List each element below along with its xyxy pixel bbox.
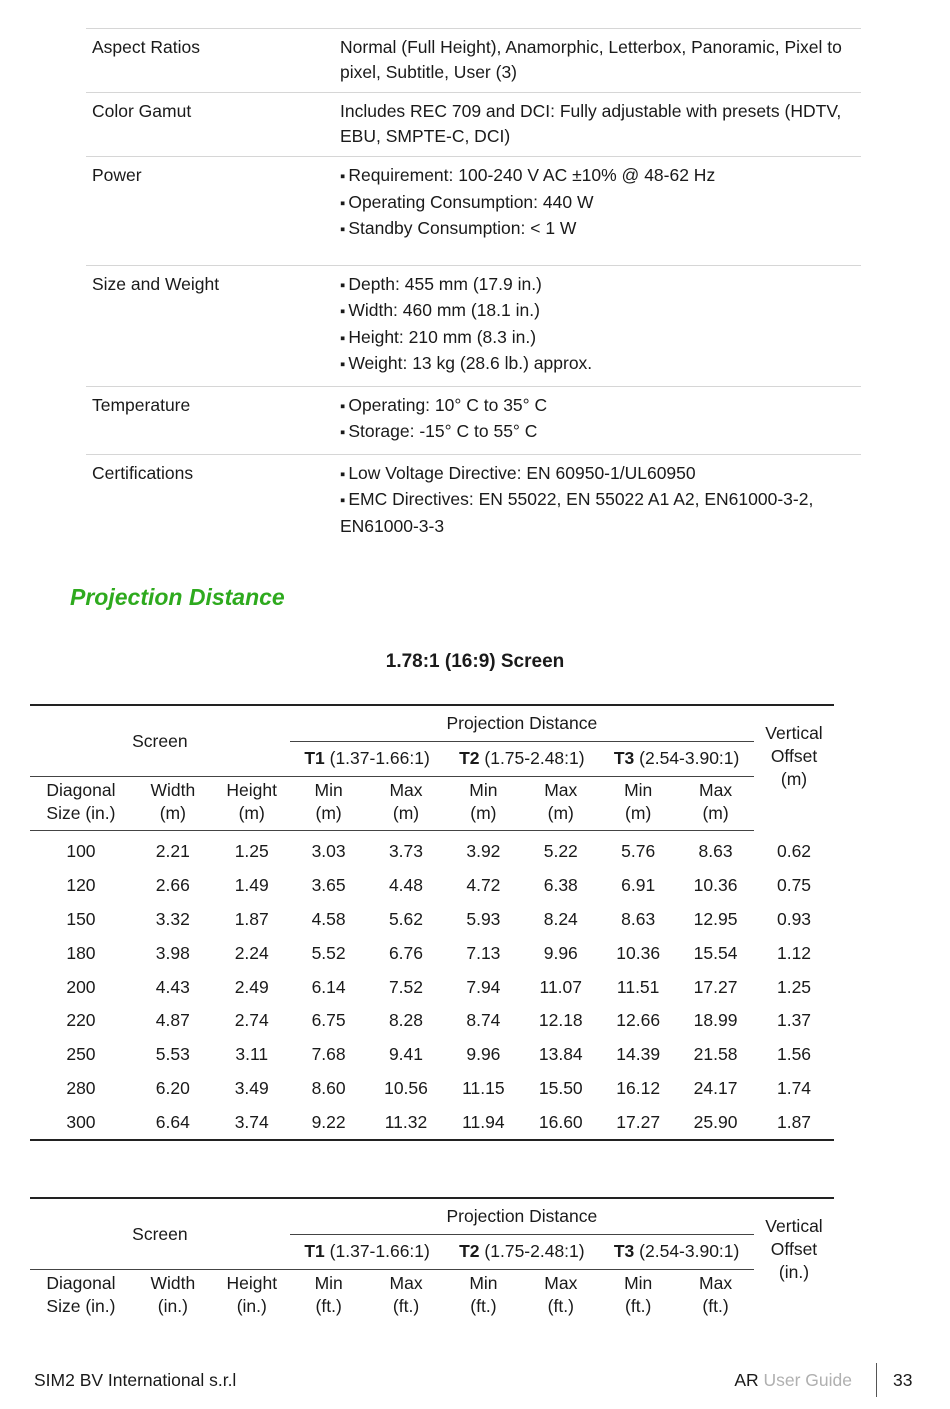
table-cell: 4.72 — [466, 875, 501, 896]
spec-bullet: ▪ Requirement: 100-240 V AC ±10% @ 48-62 Hz — [340, 163, 855, 190]
spec-bullet: ▪ Low Voltage Directive: EN 60950-1/UL60950 — [340, 461, 855, 488]
table-cell: 25.90 — [677, 1105, 754, 1140]
table-cell: 2.74 — [234, 1010, 269, 1031]
table-cell: 6.91 — [621, 875, 656, 896]
table-cell: 150 — [66, 908, 96, 929]
table-cell: 2.49 — [234, 976, 269, 997]
spec-bullet: ▪ Operating: 10° C to 35° C — [340, 393, 855, 420]
table-cell: 18.99 — [693, 1010, 738, 1031]
t3-min-header: Min (m) — [599, 777, 677, 831]
table-cell: 5.22 — [543, 841, 578, 862]
table-cell: 2.24 — [234, 942, 269, 963]
table-row — [30, 1004, 834, 1038]
table-cell: 4.48 — [388, 875, 424, 896]
height-header: Height (m) — [214, 777, 290, 831]
table-cell: 16.12 — [616, 1077, 661, 1098]
spec-value — [334, 157, 861, 266]
table-cell: 5.76 — [621, 841, 656, 862]
table-cell: 0.93 — [776, 908, 812, 929]
table-row — [30, 869, 834, 903]
table-cell: 21.58 — [693, 1044, 738, 1065]
table-cell: 6.14 — [311, 976, 346, 997]
t3-min-header: Min (ft.) — [599, 1270, 677, 1324]
t2-header: T2 (1.75-2.48:1) — [459, 748, 585, 769]
table-cell: 250 — [66, 1044, 96, 1065]
t2-max-header: Max (ft.) — [522, 1270, 599, 1324]
table-row — [30, 936, 834, 970]
table-cell: 6.76 — [388, 942, 424, 963]
table-cell: 100 — [66, 841, 96, 862]
table-cell: 9.96 — [466, 1044, 501, 1065]
spec-row — [86, 265, 861, 386]
t1-min-header: Min (ft.) — [290, 1270, 368, 1324]
table-cell: 3.65 — [311, 875, 346, 896]
projection-distance-header: Projection Distance — [290, 1198, 754, 1234]
screen-header: Screen — [30, 705, 290, 777]
vertical-label: Vertical — [765, 723, 823, 744]
spec-row — [86, 29, 861, 93]
spec-value: Includes REC 709 and DCI: Fully adjustable with presets (HDTV, EBU, SMPTE-C, DCI) — [334, 93, 861, 157]
table-cell: 3.49 — [234, 1077, 269, 1098]
table-cell: 6.64 — [132, 1105, 214, 1140]
spec-bullet: ▪ Height: 210 mm (8.3 in.) — [340, 325, 855, 352]
t1-max-header: Max (m) — [368, 777, 445, 831]
spec-bullet: ▪ Weight: 13 kg (28.6 lb.) approx. — [340, 351, 855, 378]
table-cell: 16.60 — [522, 1105, 599, 1140]
offset-unit: (in.) — [778, 1262, 810, 1282]
table-cell: 5.93 — [466, 908, 501, 929]
table-header-row — [30, 1198, 834, 1234]
spec-label: Aspect Ratios — [86, 29, 334, 93]
table-cell: 3.92 — [466, 841, 501, 862]
spec-row — [86, 93, 861, 157]
table-cell: 11.32 — [368, 1105, 445, 1140]
footer-guide-title — [734, 1370, 852, 1391]
footer-guide: User Guide — [758, 1370, 852, 1390]
spec-bullet: ▪ Depth: 455 mm (17.9 in.) — [340, 272, 855, 299]
table-cell: 11.07 — [539, 976, 583, 997]
spec-label: Certifications — [86, 454, 334, 546]
t2-min-header: Min (ft.) — [444, 1270, 522, 1324]
table-cell: 10.36 — [693, 875, 738, 896]
table-cell: 120 — [66, 875, 96, 896]
table-cell: 300 — [30, 1105, 132, 1140]
t1-max-header: Max (ft.) — [368, 1270, 445, 1324]
table-cell: 8.74 — [466, 1010, 501, 1031]
t3-max-header: Max (ft.) — [677, 1270, 754, 1324]
table-cell: 1.25 — [776, 976, 812, 997]
spec-label: Power — [86, 157, 334, 266]
offset-label: Offset — [770, 746, 818, 767]
spec-row — [86, 386, 861, 454]
table-cell: 1.12 — [776, 942, 812, 963]
table-cell: 9.22 — [290, 1105, 368, 1140]
width-header: Width (m) — [132, 777, 214, 831]
metric-distance-table — [30, 704, 834, 1141]
table-row — [30, 970, 834, 1004]
spec-bullet: ▪ Standby Consumption: < 1 W — [340, 216, 855, 243]
table-cell: 12.95 — [693, 908, 738, 929]
table-cell: 6.20 — [155, 1077, 190, 1098]
vertical-offset-header — [754, 1198, 834, 1323]
t1-min-header: Min (m) — [290, 777, 368, 831]
t2-max-header: Max (m) — [522, 777, 599, 831]
diagonal-header: Diagonal Size (in.) — [30, 777, 132, 831]
table-cell: 12.66 — [616, 1010, 661, 1031]
spec-value — [334, 386, 861, 454]
table-cell: 10.56 — [384, 1077, 428, 1098]
table-cell: 3.73 — [388, 841, 424, 862]
table-cell: 15.54 — [693, 942, 738, 963]
t3-header: T3 (2.54-3.90:1) — [613, 748, 740, 769]
table-cell: 1.74 — [776, 1077, 812, 1098]
table-cell: 3.74 — [214, 1105, 290, 1140]
section-title: Projection Distance — [70, 584, 285, 610]
table-cell: 12.18 — [538, 1010, 583, 1031]
table-header-row — [30, 705, 834, 741]
table-cell: 5.62 — [388, 908, 424, 929]
table-cell: 11.51 — [616, 976, 660, 997]
table-cell: 17.27 — [693, 976, 738, 997]
table-row — [30, 903, 834, 937]
spec-table — [86, 28, 861, 546]
table-cell: 4.43 — [155, 976, 190, 997]
table-cell: 1.87 — [234, 908, 269, 929]
vertical-label: Vertical — [765, 1216, 823, 1236]
table-cell: 6.75 — [311, 1010, 346, 1031]
table-cell: 24.17 — [693, 1077, 738, 1098]
spec-value — [334, 454, 861, 546]
table-cell: 280 — [66, 1077, 96, 1098]
footer-company: SIM2 BV International s.r.l — [34, 1370, 237, 1390]
t3-max-header: Max (m) — [677, 777, 754, 831]
offset-label: Offset — [770, 1239, 818, 1259]
table-cell: 4.87 — [155, 1010, 190, 1031]
table-cell: 13.84 — [538, 1044, 583, 1065]
table-row — [30, 1072, 834, 1106]
table-cell: 15.50 — [538, 1077, 583, 1098]
table-cell: 9.41 — [388, 1044, 424, 1065]
table-cell: 7.68 — [311, 1044, 346, 1065]
table-cell: 3.98 — [155, 942, 190, 963]
table-cell: 0.75 — [776, 875, 812, 896]
table-cell: 1.49 — [234, 875, 269, 896]
footer-product: AR — [734, 1370, 759, 1390]
table-cell: 1.56 — [776, 1044, 812, 1065]
spec-label: Temperature — [86, 386, 334, 454]
table-cell: 200 — [66, 976, 96, 997]
offset-unit: (m) — [780, 769, 808, 790]
table-cell: 11.94 — [444, 1105, 522, 1140]
spec-label: Size and Weight — [86, 265, 334, 386]
table-cell: 6.38 — [543, 875, 578, 896]
table-cell: 7.13 — [466, 942, 501, 963]
table-cell: 7.94 — [466, 976, 501, 997]
table-cell: 8.28 — [388, 1010, 424, 1031]
table-cell: 10.36 — [616, 942, 661, 963]
table-row — [30, 1038, 834, 1072]
screen-header: Screen — [30, 1198, 290, 1270]
table-row — [30, 831, 834, 869]
table-header-row — [30, 1270, 834, 1324]
table-cell: 9.96 — [543, 942, 578, 963]
table-cell: 8.63 — [698, 841, 733, 862]
spec-value: Normal (Full Height), Anamorphic, Letterbox, Panoramic, Pixel to pixel, Subtitle, User (3) — [334, 29, 861, 93]
t2-min-header: Min (m) — [444, 777, 522, 831]
t1-header: T1 (1.37-1.66:1) — [304, 748, 430, 769]
t1-header: T1 (1.37-1.66:1) — [304, 1241, 430, 1262]
height-header: Height (in.) — [214, 1270, 290, 1324]
spec-bullet: ▪ Operating Consumption: 440 W — [340, 190, 855, 217]
spec-row — [86, 157, 861, 266]
spec-bullet: ▪ Storage: -15° C to 55° C — [340, 419, 855, 446]
table-cell: 180 — [66, 942, 96, 963]
table-cell: 8.24 — [543, 908, 578, 929]
spec-row — [86, 454, 861, 546]
imperial-distance-table — [30, 1197, 834, 1323]
table-cell: 0.62 — [776, 841, 812, 862]
table-header-row — [30, 777, 834, 831]
table-title: 1.78:1 (16:9) Screen — [385, 651, 565, 672]
table-cell: 11.15 — [462, 1077, 505, 1098]
table-cell: 5.52 — [311, 942, 346, 963]
spec-bullet: ▪ EMC Directives: EN 55022, EN 55022 A1 A2, EN61000-3-2, EN61000-3-3 — [340, 487, 855, 538]
table-cell: 8.63 — [621, 908, 656, 929]
table-row — [30, 1105, 834, 1140]
page-number: 33 — [893, 1370, 913, 1390]
table-cell: 7.52 — [388, 976, 424, 997]
table-cell: 1.25 — [234, 841, 269, 862]
table-cell: 1.87 — [754, 1105, 834, 1140]
table-cell: 14.39 — [616, 1044, 661, 1065]
table-cell: 5.53 — [155, 1044, 190, 1065]
spec-bullet: ▪ Width: 460 mm (18.1 in.) — [340, 298, 855, 325]
diagonal-header: Diagonal Size (in.) — [30, 1270, 132, 1324]
table-cell: 220 — [66, 1010, 96, 1031]
spec-label: Color Gamut — [86, 93, 334, 157]
table-cell: 1.37 — [776, 1010, 812, 1031]
table-cell: 3.03 — [311, 841, 346, 862]
table-cell: 8.60 — [311, 1077, 346, 1098]
table-cell: 4.58 — [311, 908, 346, 929]
table-cell: 17.27 — [599, 1105, 677, 1140]
footer-divider — [876, 1363, 877, 1397]
table-cell: 3.11 — [235, 1044, 269, 1065]
vertical-offset-header — [754, 705, 834, 831]
t2-header: T2 (1.75-2.48:1) — [459, 1241, 585, 1262]
table-cell: 3.32 — [155, 908, 190, 929]
projection-distance-header: Projection Distance — [290, 705, 754, 741]
table-cell: 2.66 — [155, 875, 190, 896]
t3-header: T3 (2.54-3.90:1) — [613, 1241, 740, 1262]
spec-value — [334, 265, 861, 386]
width-header: Width (in.) — [132, 1270, 214, 1324]
table-cell: 2.21 — [155, 841, 190, 862]
